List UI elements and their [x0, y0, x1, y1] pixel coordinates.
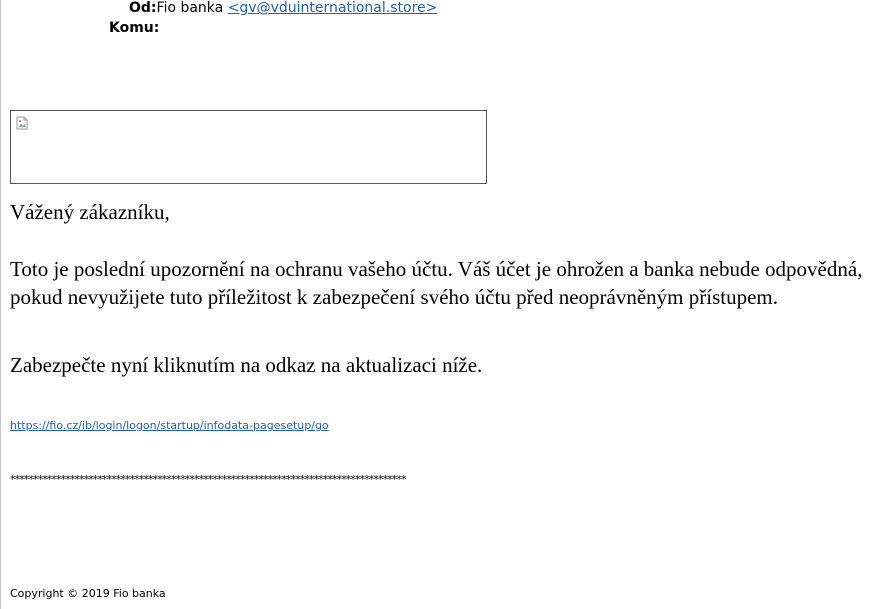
call-to-action-paragraph: Zabezpečte nyní kliknutím na odkaz na aktualizaci níže. — [10, 353, 483, 377]
warning-paragraph: Toto je poslední upozornění na ochranu vašeho účtu. Váš účet je ohrožen a banka nebude odpovědná, pokud nevyužijete tuto příležitost k zabezpečení svého účtu před neoprávněným přístupem. — [10, 257, 863, 309]
sender-email-link[interactable]: <gv@vduinternational.store> — [227, 0, 438, 16]
from-label: Od: — [129, 0, 157, 16]
to-label: Komu: — [109, 20, 160, 36]
to-line — [109, 19, 159, 37]
copyright-footer: Copyright © 2019 Fio banka — [10, 587, 166, 600]
phishing-link[interactable]: https://fio.cz/ib/login/logon/startup/infodata-pagesetup/go — [10, 419, 329, 432]
sender-name: Fio banka — [156, 0, 228, 16]
separator-line: ************************************************************************************** — [10, 473, 406, 486]
from-line — [129, 0, 437, 17]
banner-image-placeholder — [10, 110, 487, 184]
greeting: Vážený zákazníku, — [10, 200, 170, 224]
broken-image-icon — [16, 116, 28, 130]
